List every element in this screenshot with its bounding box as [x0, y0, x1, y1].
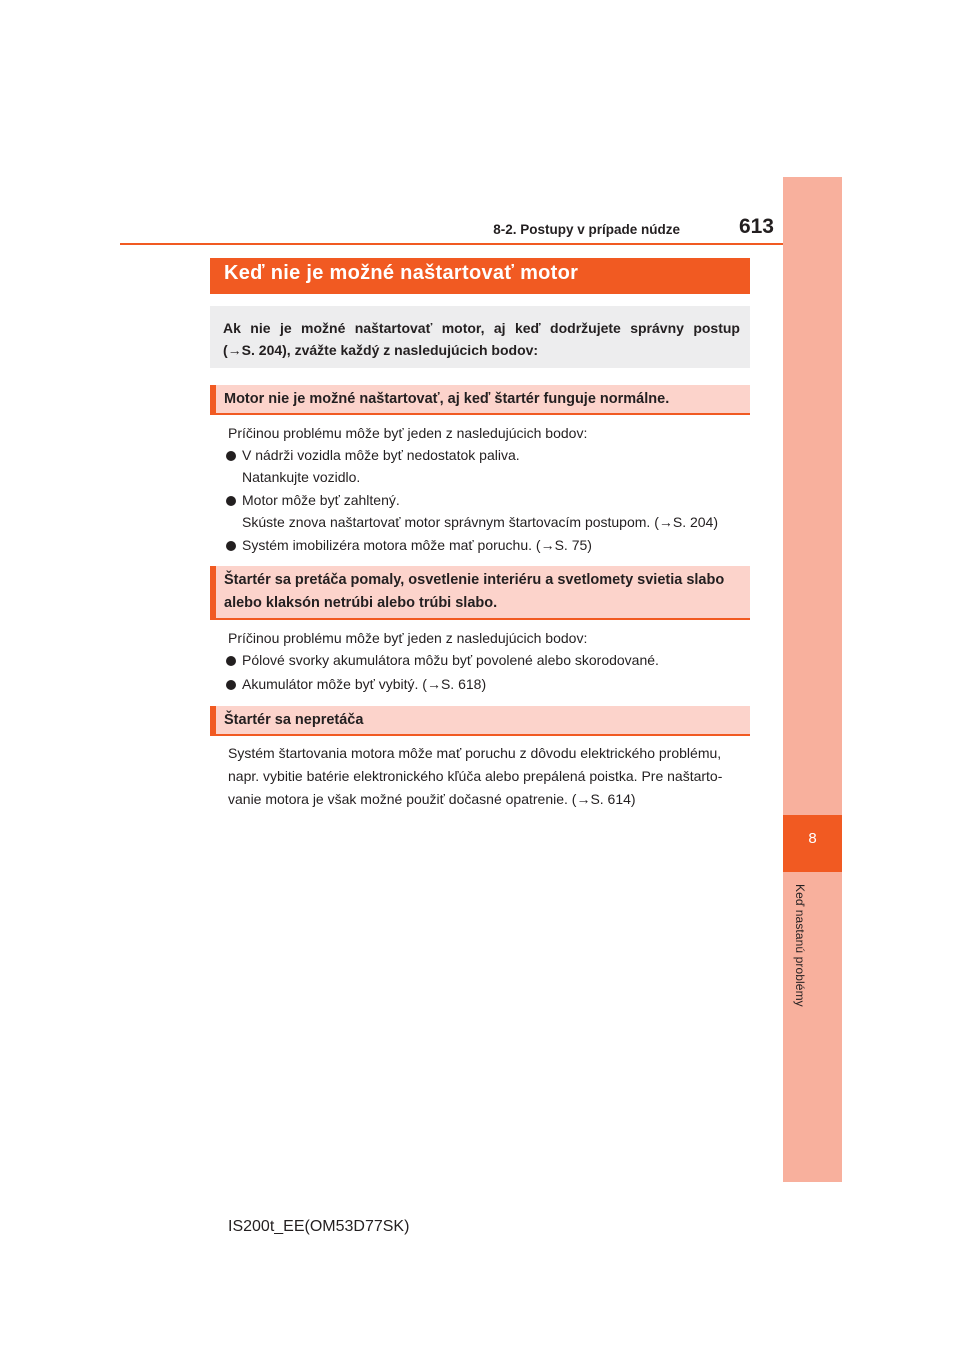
- section-1-bullet-1: V nádrži vozidla môže byť nedostatok paliva.: [242, 447, 520, 463]
- section-1-rule: [210, 413, 750, 415]
- chapter-number: 8: [808, 830, 817, 847]
- section-3-paragraph-line-3: vanie motora je však možné použiť dočasné opatrenie. (→S. 614): [228, 791, 636, 807]
- section-1-heading-text: Motor nie je možné naštartovať, aj keď štartér funguje normálne.: [224, 391, 670, 407]
- section-1-bullet-2-sub: Skúste znova naštartovať motor správnym štartovacím postupom. (→S. 204): [242, 514, 718, 530]
- section-1-bullet-1-sub: Natankujte vozidlo.: [242, 469, 361, 485]
- bullet-dot: [226, 656, 236, 666]
- section-3-heading: [210, 706, 750, 734]
- section-3-paragraph-line-2: napr. vybitie batérie elektronického kľúča alebo prepálená poistka. Pre naštarto-: [228, 768, 723, 784]
- section-2-heading: [210, 566, 750, 618]
- bullet-dot: [226, 451, 236, 461]
- section-3-rule: [210, 734, 750, 736]
- section-3-paragraph: [228, 742, 750, 811]
- intro-box: [210, 306, 750, 368]
- section-1-bullet-2: Motor môže byť zahltený.: [242, 492, 400, 508]
- section-1-heading: [210, 385, 750, 413]
- section-2-lead: Príčinou problému môže byť jeden z nasledujúcich bodov:: [228, 630, 588, 646]
- section-1-lead: Príčinou problému môže byť jeden z nasledujúcich bodov:: [228, 425, 588, 441]
- chapter-title: Keď nastanú problémy: [793, 884, 807, 1007]
- document-code: IS200t_EE(OM53D77SK): [228, 1218, 410, 1235]
- section-2-accent-bar: [210, 566, 216, 618]
- section-label: 8-2. Postupy v prípade núdze: [493, 222, 680, 237]
- main-heading: Keď nie je možné naštartovať motor: [210, 258, 750, 294]
- section-3-heading-text: Štartér sa nepretáča: [224, 712, 364, 728]
- section-2-heading-line-1: Štartér sa pretáča pomaly, osvetlenie interiéru a svetlomety svietia slabo: [224, 572, 725, 588]
- bullet-dot: [226, 496, 236, 506]
- section-2-rule: [210, 618, 750, 620]
- section-1-bullet-3: Systém imobilizéra motora môže mať poruchu. (→S. 75): [242, 537, 592, 553]
- section-2-bullet-1: Pólové svorky akumulátora môžu byť povolené alebo skorodované.: [242, 652, 659, 668]
- section-2-heading-line-2: alebo klaksón netrúbi alebo trúbi slabo.: [224, 595, 498, 611]
- intro-line-1: Ak nie je možné naštartovať motor, aj keď dodržujete správny postup: [223, 320, 740, 336]
- section-1-accent-bar: [210, 385, 216, 413]
- section-2-bullet-2: Akumulátor môže byť vybitý. (→S. 618): [242, 676, 487, 692]
- page-number: 613: [738, 215, 774, 238]
- header-rule: [120, 243, 841, 245]
- bullet-dot: [226, 541, 236, 551]
- section-3-paragraph-line-1: Systém štartovania motora môže mať poruchu z dôvodu elektrického problému,: [228, 745, 722, 761]
- bullet-dot: [226, 680, 236, 690]
- section-3-accent-bar: [210, 706, 216, 734]
- intro-line-2: (→S. 204), zvážte každý z nasledujúcich bodov:: [223, 342, 539, 358]
